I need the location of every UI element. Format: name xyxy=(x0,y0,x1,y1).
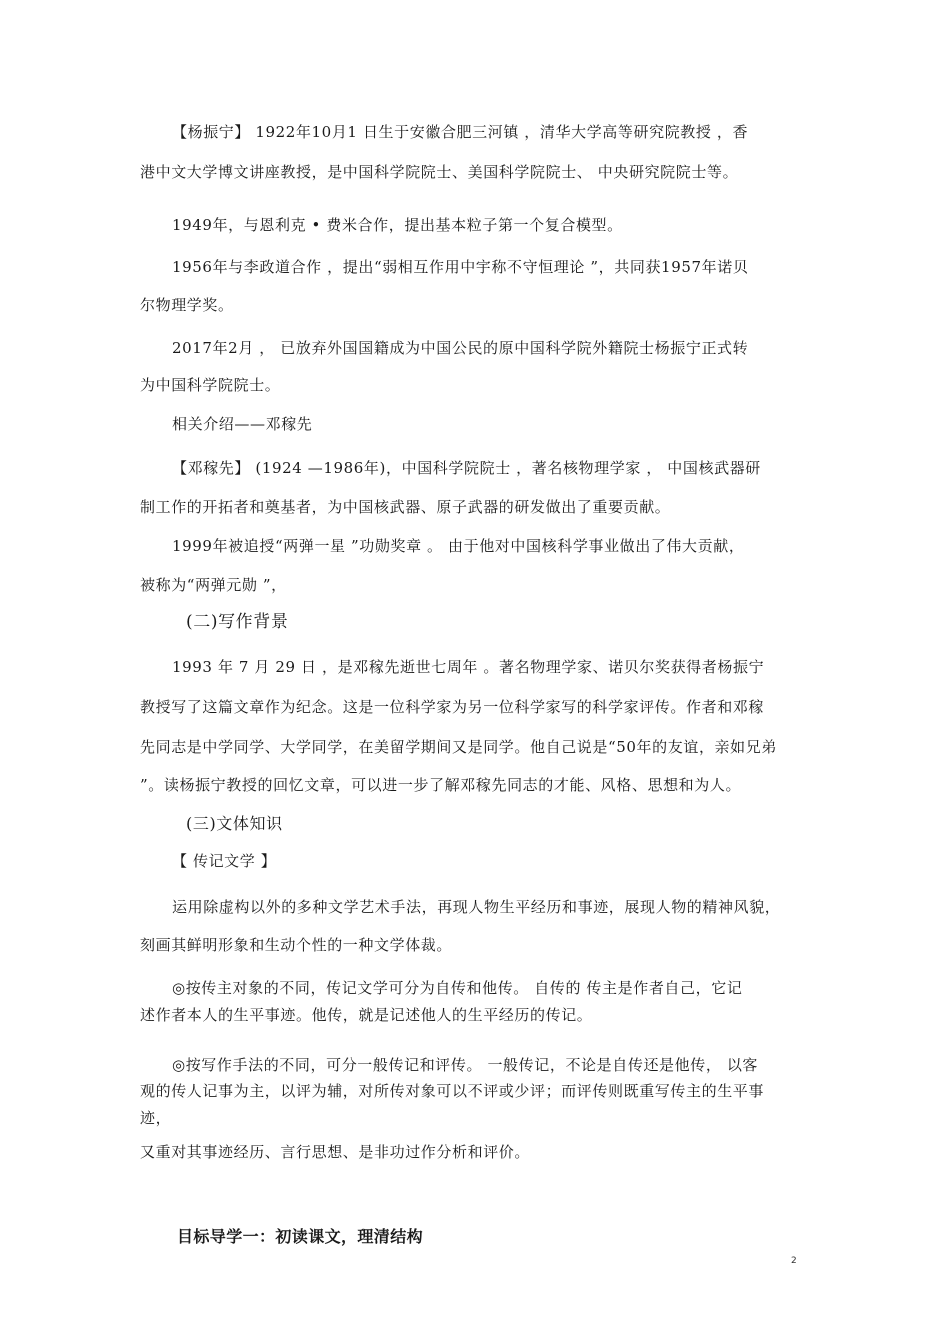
background-line-1: 1993 年 7 月 29 日 ，是邓稼先逝世七周年 。著名物理学家、诺贝尔奖获得者杨振宁 xyxy=(172,658,765,676)
section-heading-genre: (三)文体知识 xyxy=(186,814,283,833)
yang-1949-line: 1949年，与恩利克 • 费米合作，提出基本粒子第一个复合模型。 xyxy=(172,216,623,234)
biography-literature-heading: 【 传记文学 】 xyxy=(172,852,277,870)
genre-classification-2-line-4: 又重对其事迹经历、言行思想、是非功过作分析和评价。 xyxy=(140,1143,531,1161)
yang-2017-line-1: 2017年2月 ， 已放弃外国国籍成为中国公民的原中国科学院外籍院士杨振宁正式转 xyxy=(172,339,749,357)
genre-classification-1-line-2: 述作者本人的生平事迹。他传，就是记述他人的生平经历的传记。 xyxy=(140,1006,593,1024)
background-line-3: 先同志是中学同学、大学同学，在美留学期间又是同学。他自己说是“50年的友谊，亲如兄弟 xyxy=(140,738,777,756)
section-heading-background: (二)写作背景 xyxy=(186,612,289,632)
yang-1956-line-1: 1956年与李政道合作 ，提出“弱相互作用中宇称不守恒理论 ”，共同获1957年诺贝 xyxy=(172,258,749,276)
genre-classification-1-line-1: ◎按传主对象的不同，传记文学可分为自传和他传。 自传的 传主是作者自己，它记 xyxy=(172,979,743,997)
genre-definition-line-1: 运用除虚构以外的多种文学艺术手法，再现人物生平经历和事迹，展现人物的精神风貌， xyxy=(172,898,781,916)
background-line-2: 教授写了这篇文章作为纪念。这是一位科学家为另一位科学家写的科学家评传。作者和邓稼 xyxy=(140,698,765,716)
background-line-4: ”。读杨振宁教授的回忆文章，可以进一步了解邓稼先同志的才能、风格、思想和为人。 xyxy=(140,776,742,794)
yang-1956-line-2: 尔物理学奖。 xyxy=(140,296,234,314)
deng-1999-line-2: 被称为“两弹元勋 ”， xyxy=(140,576,287,594)
genre-classification-2-line-1: ◎按写作手法的不同，可分一般传记和评传。 一般传记，不论是自传还是他传， 以客 xyxy=(172,1056,759,1074)
deng-1999-line-1: 1999年被追授“两弹一星 ”功勋奖章 。 由于他对中国核科学事业做出了伟大贡献， xyxy=(172,537,745,555)
related-intro-heading: 相关介绍——邓稼先 xyxy=(172,415,313,433)
yang-2017-line-2: 为中国科学院院士。 xyxy=(140,376,281,394)
deng-intro-line-1: 【邓稼先】 (1924 —1986年)，中国科学院院士 ，著名核物理学家 ， 中国核武器研 xyxy=(172,459,761,477)
deng-intro-line-2: 制工作的开拓者和奠基者，为中国核武器、原子武器的研发做出了重要贡献。 xyxy=(140,498,671,516)
genre-classification-2-line-3: 迹， xyxy=(140,1109,172,1127)
genre-definition-line-2: 刻画其鲜明形象和生动个性的一种文学体裁。 xyxy=(140,936,453,954)
learning-goal-heading: 目标导学一：初读课文，理清结构 xyxy=(177,1227,424,1246)
yang-intro-line-1: 【杨振宁】 1922年10月1 日生于安徽合肥三河镇 ，清华大学高等研究院教授 ，香 xyxy=(172,123,749,141)
yang-intro-line-2: 港中文大学博文讲座教授，是中国科学院院士、美国科学院院士、 中央研究院院士等。 xyxy=(140,163,739,181)
genre-classification-2-line-2: 观的传人记事为主，以评为辅，对所传对象可以不评或少评；而评传则既重写传主的生平事 xyxy=(140,1082,765,1100)
page-number: 2 xyxy=(791,1256,797,1266)
